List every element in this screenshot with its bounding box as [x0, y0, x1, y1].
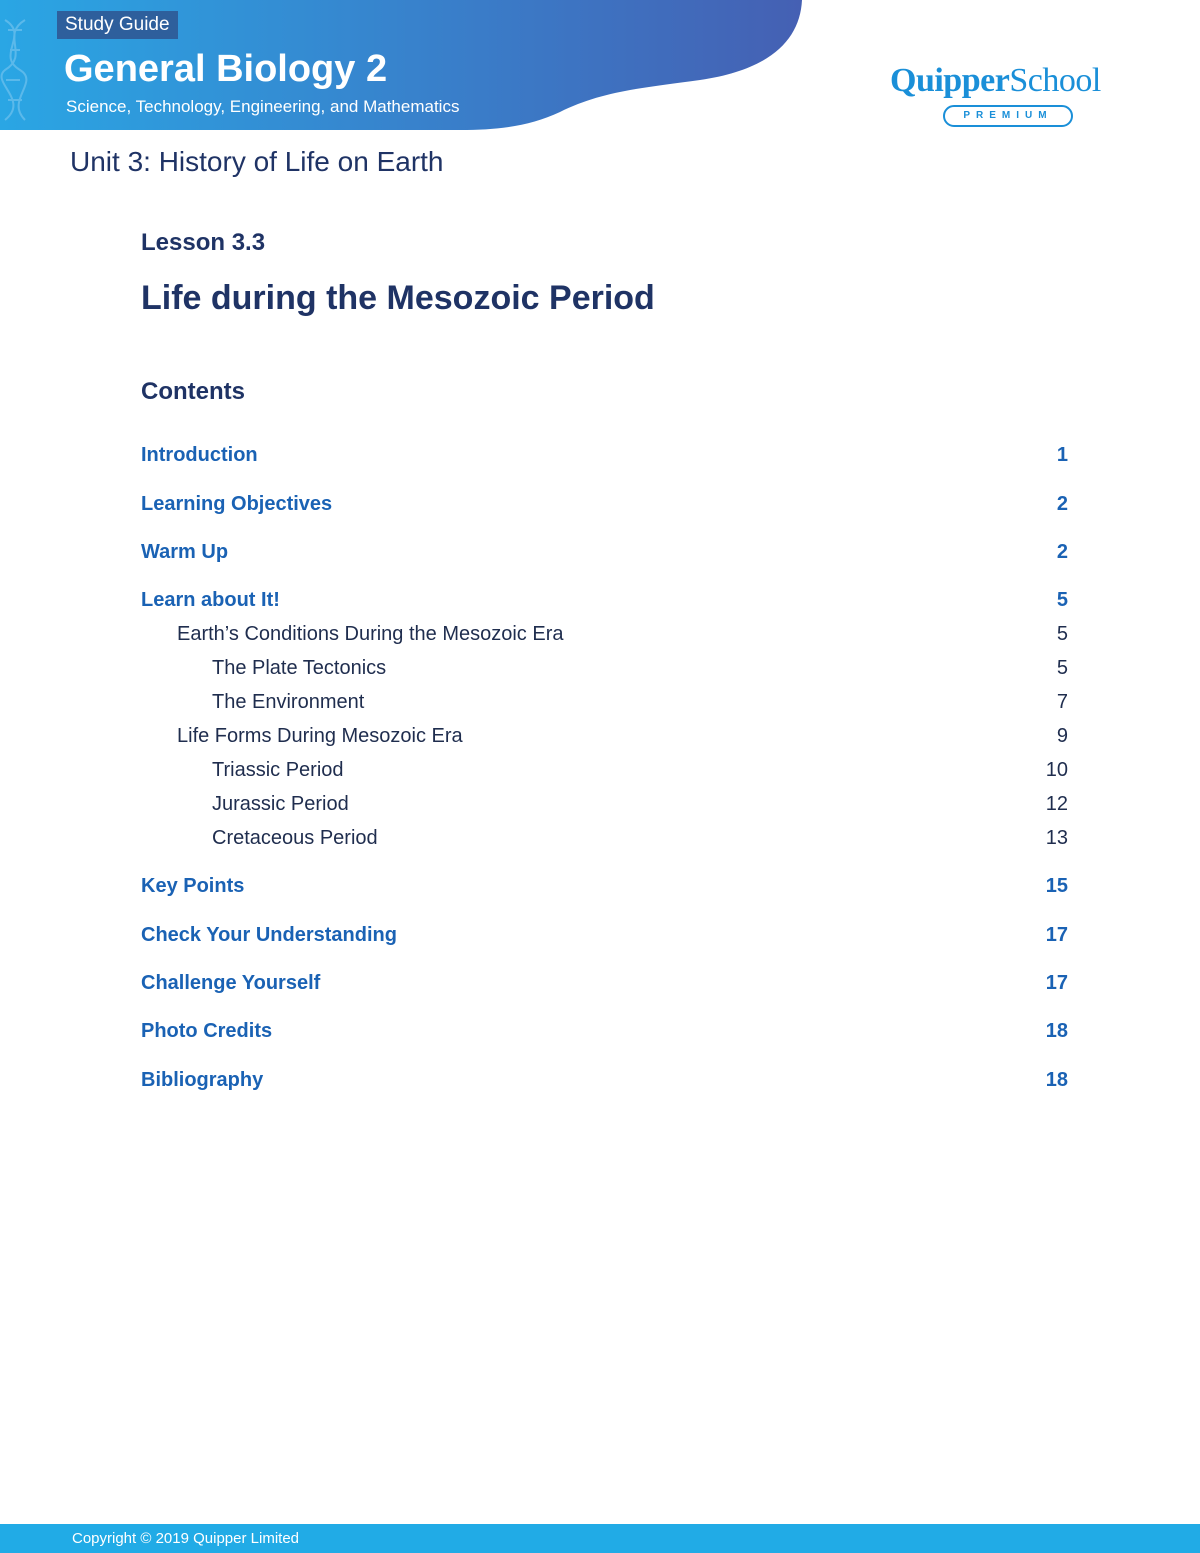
toc-page-number: 17	[1045, 971, 1068, 994]
toc-item-warm-up[interactable]	[141, 537, 1068, 567]
toc-page-number: 18	[1045, 1019, 1068, 1042]
toc-item-environment[interactable]	[141, 687, 1068, 717]
toc-page-number: 9	[1056, 724, 1068, 747]
toc-page-number: 18	[1045, 1068, 1068, 1091]
study-guide-badge: Study Guide	[57, 11, 178, 39]
course-title: General Biology 2	[64, 48, 388, 90]
toc-page-number: 10	[1045, 758, 1068, 781]
toc-label: Life Forms During Mesozoic Era	[177, 724, 463, 747]
dna-helix-icon	[0, 0, 50, 130]
toc-page-number: 1	[1056, 443, 1068, 466]
toc-label: Check Your Understanding	[141, 923, 397, 946]
toc-label: Learning Objectives	[141, 492, 333, 515]
lesson-label: Lesson 3.3	[141, 229, 266, 256]
logo-word-quipper: Quipper	[890, 62, 1010, 99]
toc-label: Challenge Yourself	[141, 971, 321, 994]
toc-page-number: 13	[1045, 826, 1068, 849]
toc-page-number: 2	[1056, 492, 1068, 515]
toc-page-number: 17	[1045, 923, 1068, 946]
toc-item-learn-about-it[interactable]	[141, 585, 1068, 615]
toc-item-challenge-yourself[interactable]	[141, 968, 1068, 998]
toc-label: Jurassic Period	[212, 792, 349, 815]
toc-item-earths-conditions[interactable]	[141, 619, 1068, 649]
toc-label: Warm Up	[141, 540, 229, 563]
unit-title: Unit 3: History of Life on Earth	[70, 146, 444, 177]
toc-page-number: 2	[1056, 540, 1068, 563]
toc-item-plate-tectonics[interactable]	[141, 653, 1068, 683]
toc-label: Bibliography	[141, 1068, 264, 1091]
toc-label: Cretaceous Period	[212, 826, 378, 849]
toc-label: Introduction	[141, 443, 258, 466]
toc-item-bibliography[interactable]	[141, 1065, 1068, 1095]
toc-label: Learn about It!	[141, 588, 280, 611]
toc-page-number: 5	[1056, 622, 1068, 645]
contents-heading: Contents	[141, 378, 245, 405]
toc-page-number: 12	[1045, 792, 1068, 815]
logo-premium-tag: PREMIUM	[943, 105, 1073, 127]
lesson-title: Life during the Mesozoic Period	[141, 279, 655, 317]
toc-item-jurassic[interactable]	[141, 789, 1068, 819]
toc-page-number: 5	[1056, 656, 1068, 679]
quipper-school-logo	[890, 60, 1130, 127]
toc-item-cretaceous[interactable]	[141, 823, 1068, 853]
toc-page-number: 7	[1056, 690, 1068, 713]
toc-label: Earth’s Conditions During the Mesozoic Era	[177, 622, 564, 645]
toc-item-check-understanding[interactable]	[141, 920, 1068, 950]
toc-item-introduction[interactable]	[141, 440, 1068, 470]
toc-item-photo-credits[interactable]	[141, 1016, 1068, 1046]
copyright-text: Copyright © 2019 Quipper Limited	[72, 1530, 300, 1547]
logo-word-school: School	[1009, 62, 1101, 99]
toc-item-life-forms[interactable]	[141, 721, 1068, 751]
toc-item-key-points[interactable]	[141, 871, 1068, 901]
toc-item-learning-objectives[interactable]	[141, 489, 1068, 519]
toc-page-number: 5	[1056, 588, 1068, 611]
toc-label: The Environment	[212, 690, 365, 713]
course-subtitle: Science, Technology, Engineering, and Mathematics	[66, 97, 460, 116]
toc-label: Triassic Period	[212, 758, 344, 781]
toc-label: Photo Credits	[141, 1019, 273, 1042]
footer-bar	[0, 1524, 1200, 1553]
toc-item-triassic[interactable]	[141, 755, 1068, 785]
toc-label: Key Points	[141, 874, 245, 897]
toc-page-number: 15	[1045, 874, 1068, 897]
toc-label: The Plate Tectonics	[212, 656, 387, 679]
